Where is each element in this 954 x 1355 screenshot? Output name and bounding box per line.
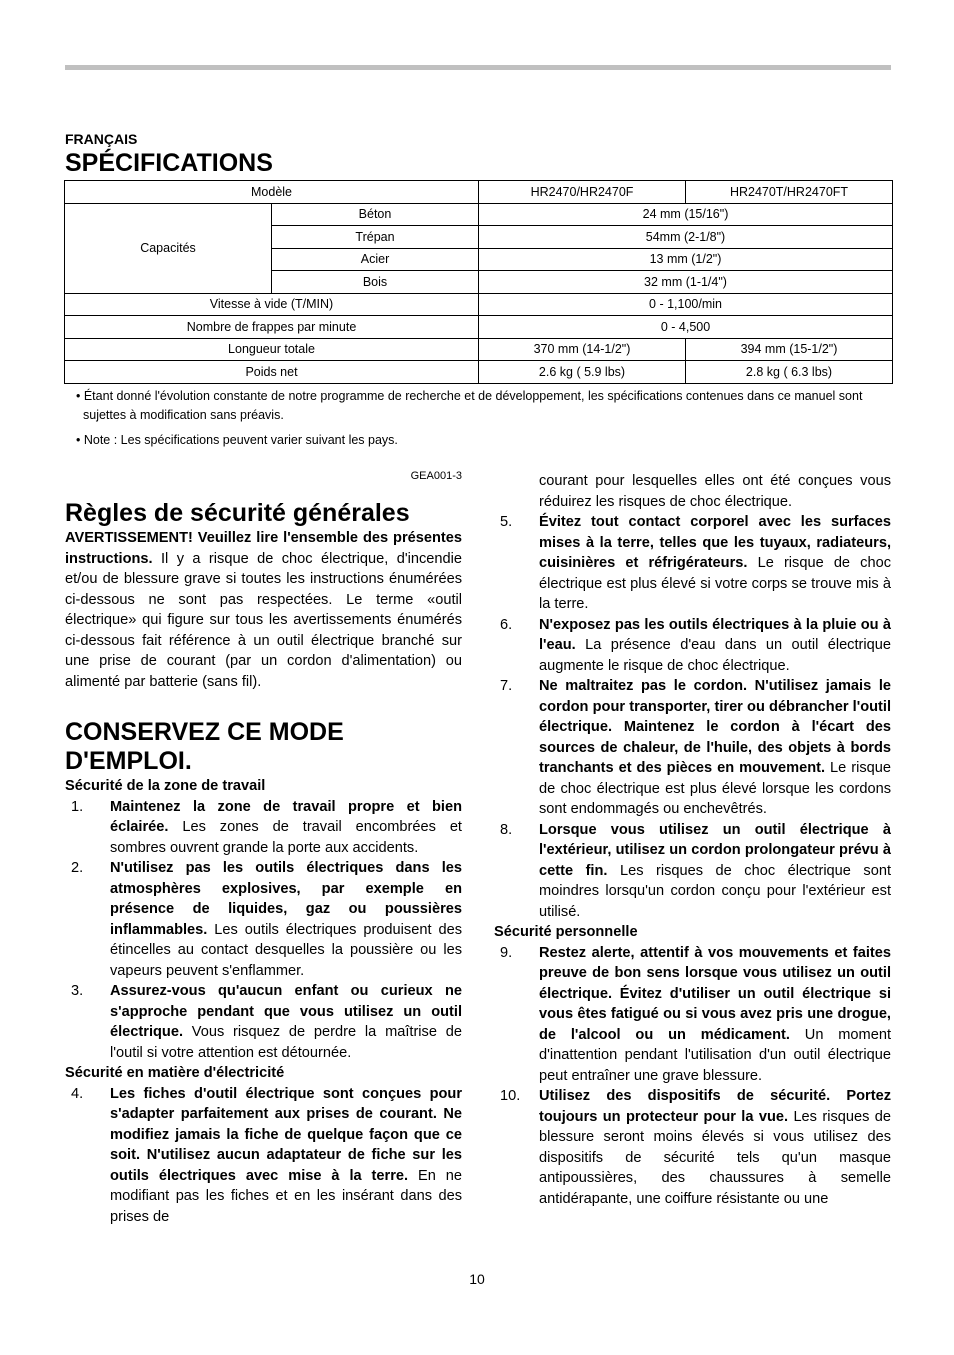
item-text: Les zones de travail encombrées et sombres ouvrent grande la porte aux accidents. xyxy=(110,819,462,856)
spec-note: • Étant donné l'évolution constante de notre programme de recherche et de développement, les spécifications contenues dans ce manuel sont sujettes à modification sans préavis. xyxy=(76,389,863,422)
item-number: 8. xyxy=(500,821,513,838)
item-text: Les outils électriques produisent des étincelles au contact desquelles la poussière ou les vapeurs peuvent s'enflammer. xyxy=(110,921,462,979)
warning-paragraph xyxy=(65,528,462,692)
header-rule xyxy=(65,65,891,70)
weight-label: Poids net xyxy=(65,361,479,384)
keep-manual-title: CONSERVEZ CE MODE D'EMPLOI. xyxy=(65,718,344,775)
model-a: HR2470/HR2470F xyxy=(479,181,686,204)
item-bold: Restez alerte, attentif à vos mouvements et faites preuve de bon sens lorsque vous utilisez un outil électrique. Évitez d'utiliser un outil électrique si vous êtes fatigué ou si vous avez pris une drogue, de l'alcool ou un médicament. xyxy=(539,944,891,1043)
item-number: 5. xyxy=(500,514,513,530)
item-number: 1. xyxy=(71,798,84,815)
list-item xyxy=(65,797,462,859)
blows-label: Nombre de frappes par minute xyxy=(65,316,479,339)
capacity-value: 24 mm (15/16") xyxy=(479,203,893,226)
table-row xyxy=(65,203,893,226)
weight-a: 2.6 kg ( 5.9 lbs) xyxy=(479,361,686,384)
table-row xyxy=(65,316,893,339)
model-b: HR2470T/HR2470FT xyxy=(686,181,893,204)
item-bold: Assurez-vous qu'aucun enfant ou curieux ne s'approche pendant que vous utilisez un outil électrique. xyxy=(110,983,462,1040)
item-text: La présence d'eau dans un outil électrique augmente le risque de choc électrique. xyxy=(539,637,891,674)
item-bold: Utilisez des dispositifs de sécurité. Portez toujours un protecteur pour la vue. xyxy=(539,1088,891,1125)
table-row xyxy=(65,338,893,361)
specifications-table xyxy=(64,180,893,384)
capacity-label: Béton xyxy=(272,203,479,226)
warning-bold: AVERTISSEMENT! Veuillez lire l'ensemble des présentes instructions. xyxy=(65,530,462,567)
item-number: 4. xyxy=(71,1085,84,1102)
item-text: Les risques de choc électrique sont moindres lorsqu'un cordon conçu pour l'extérieur est utilisé. xyxy=(539,862,891,920)
speed-value: 0 - 1,100/min xyxy=(479,293,893,316)
item-text: En ne modifiant pas les fiches et en les insérant dans des prises de xyxy=(110,1167,462,1225)
document-code: GEA001-3 xyxy=(410,470,462,482)
list-item-continued xyxy=(494,471,891,512)
warning-text: Il y a risque de choc électrique, d'incendie et/ou de blessure grave si toutes les instructions énumérées ci-dessous ne sont pas respectées. Le terme «outil électrique» qui figure sur tous les avertissements énumérés ci-dessous fait référence à un outil électrique branché sur une prise de courant (par un cordon d'alimentation) ou alimenté par batterie (sans fil). xyxy=(65,550,462,690)
list-item xyxy=(65,1084,462,1228)
item-bold: Lorsque vous utilisez un outil électrique à l'extérieur, utilisez un cordon prolongateur prévu à cette fin. xyxy=(539,821,891,879)
item-bold: Évitez tout contact corporel avec les surfaces mises à la terre, telles que les tuyaux, radiateurs, cuisinières et réfrigérateurs. xyxy=(539,514,891,571)
speed-label: Vitesse à vide (T/MIN) xyxy=(65,293,479,316)
page-number: 10 xyxy=(469,1271,485,1287)
item-number: 6. xyxy=(500,616,513,633)
list-item xyxy=(65,981,462,1063)
right-column xyxy=(494,471,891,1209)
item-number: 9. xyxy=(500,944,513,961)
table-row xyxy=(65,293,893,316)
list-item xyxy=(494,820,891,923)
spec-notes xyxy=(76,387,876,450)
general-safety-title: Règles de sécurité générales xyxy=(65,499,410,527)
list-item xyxy=(494,676,891,820)
length-label: Longueur totale xyxy=(65,338,479,361)
section-heading: Sécurité en matière d'électricité xyxy=(65,1065,285,1081)
list-item xyxy=(494,943,891,1087)
item-number: 7. xyxy=(500,678,513,694)
item-bold: N'utilisez pas les outils électriques dans les atmosphères explosives, par exemple en présence de liquides, gaz ou poussières inflammables. xyxy=(110,860,462,938)
weight-b: 2.8 kg ( 6.3 lbs) xyxy=(686,361,893,384)
capacity-value: 54mm (2-1/8") xyxy=(479,226,893,249)
model-label: Modèle xyxy=(65,181,479,204)
specifications-title: SPÉCIFICATIONS xyxy=(65,149,273,177)
length-a: 370 mm (14-1/2") xyxy=(479,338,686,361)
item-number: 3. xyxy=(71,983,84,999)
item-bold: Les fiches d'outil électrique sont conçues pour s'adapter parfaitement aux prises de courant. Ne modifiez jamais la fiche de quelque façon que ce soit. N'utilisez aucun adaptateur de fiche sur les outils électriques avec mise à la terre. xyxy=(110,1085,462,1184)
section-heading: Sécurité personnelle xyxy=(494,924,638,940)
item-text: Vous risquez de perdre la maîtrise de l'outil si votre attention est détournée. xyxy=(110,1024,462,1061)
item-number: 10. xyxy=(500,1088,521,1104)
list-item xyxy=(494,512,891,615)
table-row xyxy=(65,361,893,384)
table-row xyxy=(65,181,893,204)
capacity-label: Trépan xyxy=(272,226,479,249)
length-b: 394 mm (15-1/2") xyxy=(686,338,893,361)
list-item xyxy=(494,615,891,677)
item-bold: Ne maltraitez pas le cordon. N'utilisez jamais le cordon pour transporter, tirer ou débrancher l'outil électrique. Maintenez le cordon à l'écart des sources de chaleur, de l'huile, des objets à bords tranchants et des pièces en mouvement. xyxy=(539,678,891,776)
item-text: Un moment d'inattention pendant l'utilisation d'un outil électrique peut entraîner une grave blessure. xyxy=(539,1026,891,1084)
capacities-label: Capacités xyxy=(65,203,272,293)
left-column xyxy=(65,499,462,1227)
item-bold: Maintenez la zone de travail propre et bien éclairée. xyxy=(110,798,462,835)
section-heading: Sécurité de la zone de travail xyxy=(65,778,266,794)
item-text: Le risque de choc électrique est plus élevé lorsque les cordons sont endommagés ou enchevêtrés. xyxy=(539,760,892,817)
capacity-label: Bois xyxy=(272,271,479,294)
language-label: FRANÇAIS xyxy=(65,131,138,147)
spec-note: • Note : Les spécifications peuvent varier suivant les pays. xyxy=(76,433,398,447)
capacity-value: 32 mm (1-1/4") xyxy=(479,271,893,294)
item-bold: N'exposez pas les outils électriques à la pluie ou à l'eau. xyxy=(539,616,891,653)
item-text: courant pour lesquelles elles ont été conçues vous réduirez les risques de choc électrique. xyxy=(539,473,891,510)
item-number: 2. xyxy=(71,860,84,876)
item-text: Le risque de choc électrique est plus élevé si votre corps se trouve mis à la terre. xyxy=(539,555,892,612)
list-item xyxy=(65,858,462,981)
item-text: Les risques de blessure seront moins élevés si vous utilisez des dispositifs de sécurité tels qu'un masque antipoussières, des chaussures à semelle antidérapante, une coiffure résistante ou une xyxy=(539,1108,892,1207)
capacity-label: Acier xyxy=(272,248,479,271)
capacity-value: 13 mm (1/2") xyxy=(479,248,893,271)
list-item xyxy=(494,1086,891,1209)
blows-value: 0 - 4,500 xyxy=(479,316,893,339)
